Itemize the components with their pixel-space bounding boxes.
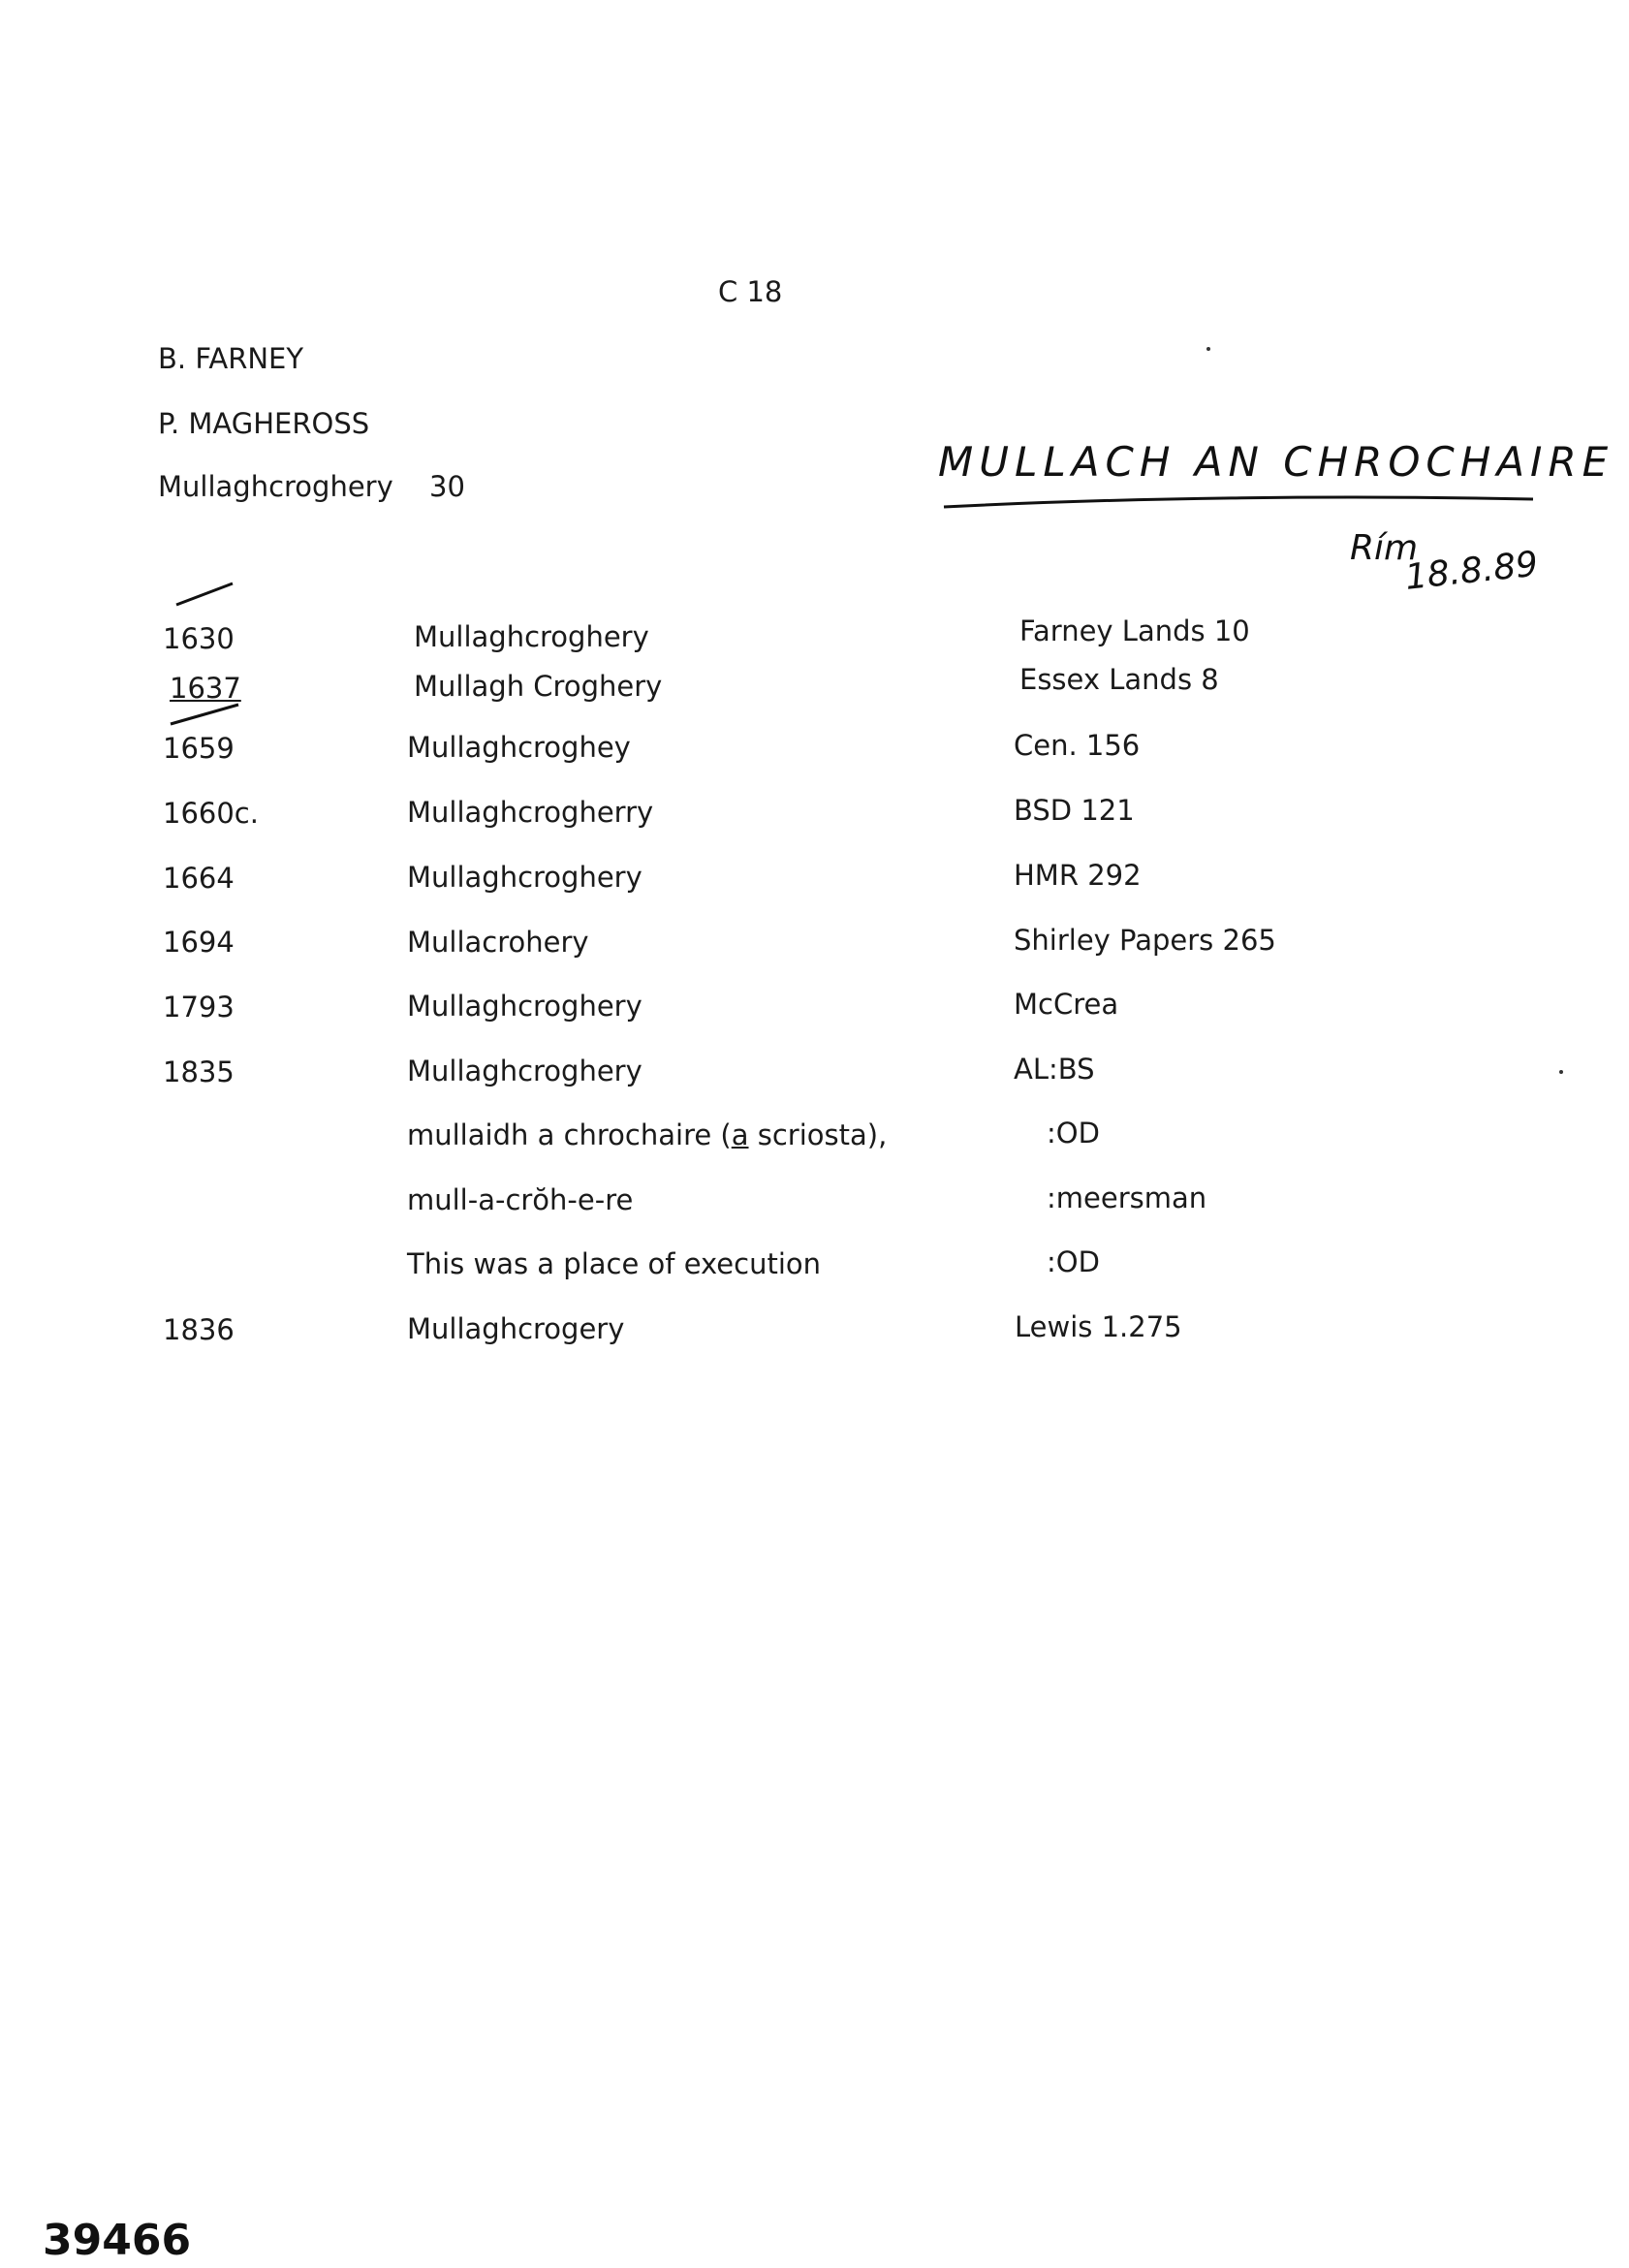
entry-year-1793: 1793 (163, 991, 235, 1024)
stray-dot (1206, 347, 1210, 351)
entry-form: Mullaghcrogherry (407, 796, 654, 829)
handwritten-document-number: 39466 (43, 2216, 192, 2265)
entry-form: Mullaghcroghery (407, 861, 642, 894)
irish-form-underlined: a (731, 1118, 749, 1151)
entry-source: HMR 292 (1014, 859, 1142, 892)
entry-source: :OD (1047, 1245, 1100, 1278)
entry-year-1836: 1836 (163, 1313, 235, 1346)
entry-source: AL:BS (1014, 1053, 1095, 1086)
entry-year-1660c: 1660c. (163, 797, 259, 830)
tick-mark-1659 (167, 701, 244, 730)
entry-year-1835: 1835 (163, 1055, 235, 1088)
irish-form-pre: mullaidh a chrochaire ( (407, 1118, 732, 1151)
entry-form: Mullaghcroghery (414, 620, 649, 653)
entry-source: Farney Lands 10 (1019, 614, 1250, 647)
entry-year-1694: 1694 (163, 926, 235, 959)
handwritten-irish-name: MULLACH AN CHROCHAIRE (938, 438, 1614, 486)
entry-source: Lewis 1.275 (1015, 1310, 1182, 1343)
entry-source: :meersman (1047, 1181, 1207, 1214)
entry-source: Cen. 156 (1014, 729, 1141, 762)
entry-source: BSD 121 (1014, 794, 1135, 827)
irish-name-underline (942, 489, 1543, 519)
entry-note: This was a place of execution (407, 1247, 822, 1280)
barony-label: B. FARNEY (158, 342, 304, 375)
entry-form: Mullagh Croghery (414, 670, 663, 703)
entry-source: McCrea (1014, 988, 1119, 1021)
townland-name: Mullaghcroghery (158, 470, 393, 503)
entry-year-1659: 1659 (163, 732, 235, 765)
entry-form: Mullaghcroghey (407, 731, 631, 764)
entry-year-1637: 1637 (170, 672, 241, 705)
entry-source: Essex Lands 8 (1019, 663, 1219, 696)
handwritten-date: 18.8.89 (1403, 544, 1540, 598)
entry-form-irish (407, 1118, 888, 1151)
entry-year-1630: 1630 (163, 622, 235, 655)
entry-form: Mullaghcroghery (407, 1055, 642, 1087)
handwritten-initials: Rím (1350, 528, 1419, 568)
reference-code: C 18 (718, 275, 783, 308)
entry-source: Shirley Papers 265 (1014, 924, 1276, 957)
entry-form-pronunciation: mull-a-crŏh-e-re (407, 1183, 634, 1216)
irish-form-post: scriosta), (748, 1118, 888, 1151)
sheet-number: 30 (429, 470, 465, 503)
entry-form: Mullaghcrogery (407, 1312, 625, 1345)
entry-source: :OD (1047, 1117, 1100, 1150)
entry-form: Mullacrohery (407, 926, 589, 959)
stray-dot (1559, 1070, 1563, 1074)
entry-form: Mullaghcroghery (407, 990, 642, 1023)
parish-label: P. MAGHEROSS (158, 407, 370, 440)
tick-mark-1630 (172, 580, 240, 609)
entry-year-1664: 1664 (163, 862, 235, 895)
